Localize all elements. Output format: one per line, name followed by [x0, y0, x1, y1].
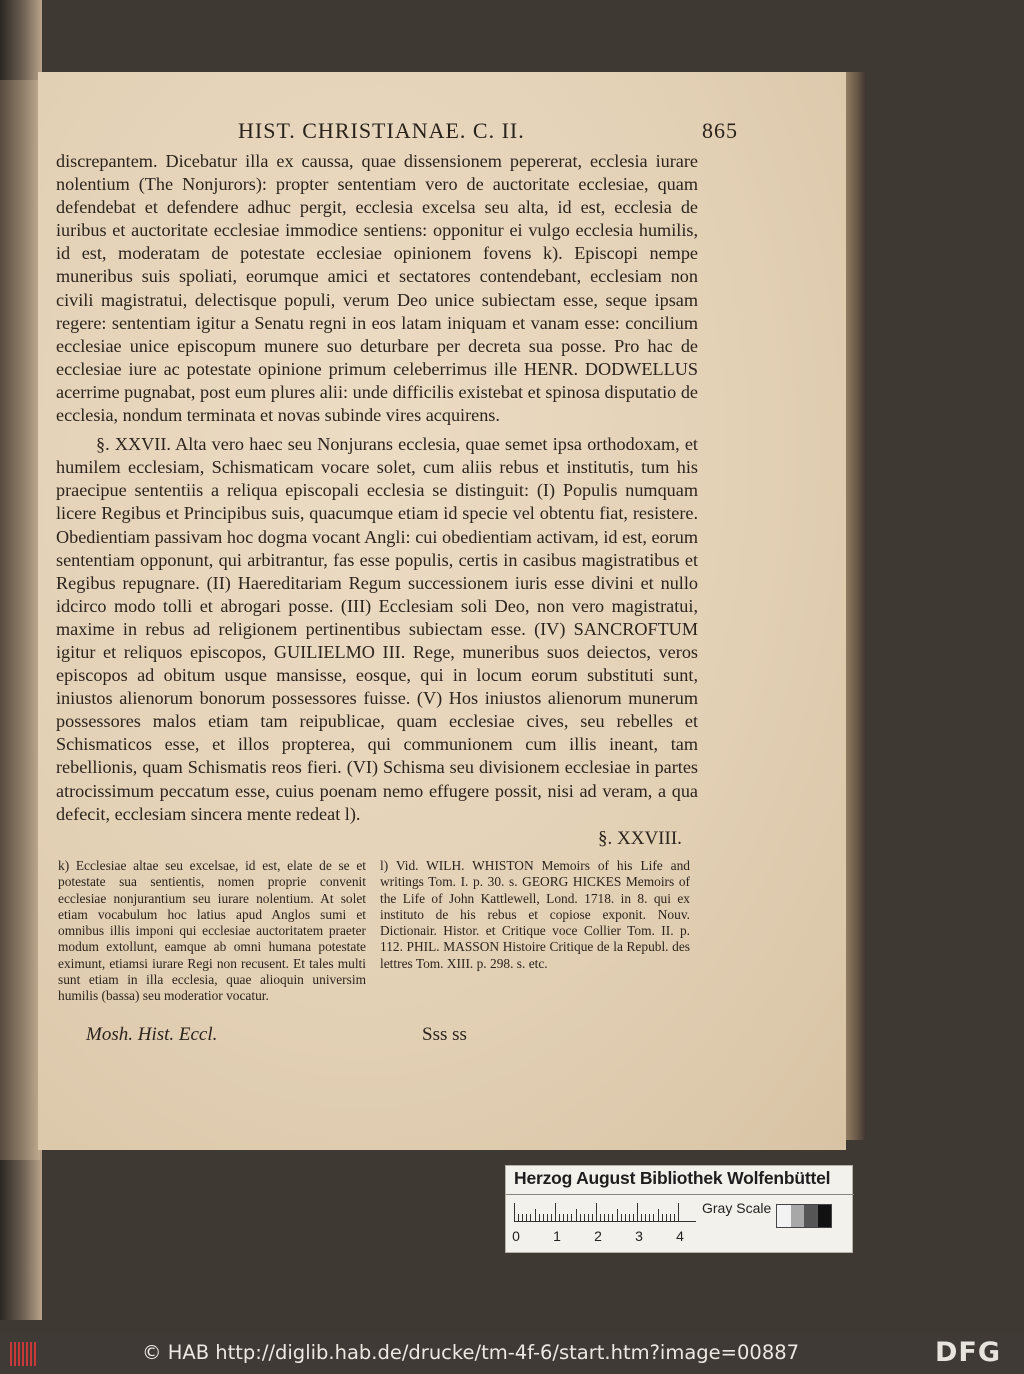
ruler-tick [563, 1214, 564, 1221]
ruler-tick [629, 1214, 630, 1221]
ruler-tick [588, 1214, 589, 1221]
ruler-tick [674, 1214, 675, 1221]
viewer-footer [0, 1334, 1024, 1374]
catchword: §. XXVIII. [598, 828, 682, 849]
ruler-tick [522, 1214, 523, 1221]
ruler-tick [653, 1214, 654, 1221]
ruler-tick [658, 1209, 659, 1221]
ruler-tick [543, 1214, 544, 1221]
gray-step [777, 1205, 791, 1227]
ruler-number: 1 [553, 1228, 561, 1244]
running-head-title: HIST. CHRISTIANAE. C. II. [238, 118, 525, 143]
page-number: 865 [702, 118, 738, 143]
ruler-tick [621, 1214, 622, 1221]
ruler-tick [625, 1214, 626, 1221]
ruler-tick [645, 1214, 646, 1221]
footnote-l: l) Vid. WILH. WHISTON Memoirs of his Life and writings Tom. I. p. 30. s. GEORG HICKES Memoirs of the Life of John Kattlewell, Lond. 1718. in 8. qui ex instituto de his rebus et copiose exponit. Nouv. Dictionair. Histor. et Critique voce Collier Tom. II. p. 112. PHIL. MASSON Histoire Critique de la Republ. des lettres Tom. XIII. p. 298. s. etc. [380, 858, 690, 971]
ruler-tick [576, 1209, 577, 1221]
ruler-tick [666, 1214, 667, 1221]
scale-ruler [514, 1204, 696, 1222]
ruler-tick [649, 1214, 650, 1221]
ruler-tick [555, 1203, 556, 1221]
book-page [38, 72, 846, 1150]
ruler-tick [530, 1214, 531, 1221]
ruler-tick [670, 1214, 671, 1221]
ruler-tick [662, 1214, 663, 1221]
ruler-number: 4 [676, 1228, 684, 1244]
color-scale-card [505, 1165, 853, 1253]
gray-step [804, 1205, 818, 1227]
ruler-tick [571, 1214, 572, 1221]
facing-page-edge [0, 80, 40, 1160]
ruler-tick [637, 1203, 638, 1221]
gray-step [791, 1205, 805, 1227]
ruler-tick [584, 1214, 585, 1221]
ruler-tick [518, 1214, 519, 1221]
ruler-tick [580, 1214, 581, 1221]
gray-step [818, 1205, 832, 1227]
ruler-tick [617, 1209, 618, 1221]
ruler-tick [612, 1214, 613, 1221]
ruler-tick [596, 1203, 597, 1221]
ruler-tick [678, 1203, 679, 1221]
ruler-tick [526, 1214, 527, 1221]
ruler-number: 2 [594, 1228, 602, 1244]
ruler-number: 3 [635, 1228, 643, 1244]
ruler-tick [600, 1214, 601, 1221]
signature-short-title: Mosh. Hist. Eccl. [86, 1024, 218, 1045]
gray-scale-label: Gray Scale [702, 1200, 772, 1216]
ruler-tick [567, 1214, 568, 1221]
hab-barcode-icon [10, 1342, 36, 1366]
main-text [56, 150, 698, 826]
library-name: Herzog August Bibliothek Wolfenbüttel [514, 1168, 831, 1188]
ruler-number: 0 [512, 1228, 520, 1244]
dfg-logo: DFG [935, 1337, 1002, 1368]
ruler-tick [514, 1203, 515, 1221]
signature-mark: Sss ss [422, 1024, 467, 1045]
footnote-k: k) Ecclesiae altae seu excelsae, id est, elate de se et potestate sua sentientis, nomen proprie convenit ecclesiae nonjurantium seu iurare nolentium. At solet etiam vocabulum hoc latius apud Anglos sumi et omnibus illis imponi qui ecclesiae auctoritatem praeter modum extollunt, eamque ab omni humana potestate eximunt, etiamsi iurare Regi non recusent. Et tales multi sunt etiam in illa ecclesia, quae alioquin universim humilis (bassa) seu moderatior vocatur. [58, 858, 366, 1004]
ruler-tick [592, 1214, 593, 1221]
copyright-url[interactable]: © HAB http://diglib.hab.de/drucke/tm-4f-6/start.htm?image=00887 [142, 1341, 800, 1364]
ruler-tick [604, 1214, 605, 1221]
ruler-tick [559, 1214, 560, 1221]
ruler-tick [608, 1214, 609, 1221]
ruler-tick [633, 1214, 634, 1221]
ruler-tick [551, 1214, 552, 1221]
card-divider [506, 1194, 854, 1195]
paragraph-2: §. XXVII. Alta vero haec seu Nonjurans ecclesia, quae semet ipsa orthodoxam, et humilem ecclesiam, Schismaticam vocare solet, cum aliis rebus et institutis, tum his praecipue sententiis a reliqua episcopali ecclesia se distinguit: (I) Populis numquam licere Regibus et Principibus suis, quacumque etiam id specie vel obtentu fiat, resistere. Obedientiam passivam hoc dogma vocant Angli: cui obedientiam activam, id est, eorum sententiam opponunt, qui arbitrantur, fas esse populis, certis in casibus magistratibus et Regibus repugnare. (II) Haereditariam Regum successionem iuris esse divini et nullo idcirco modo tolli et abrogari posse. (III) Ecclesiam soli Deo, non vero magistratui, maxime in rebus ad religionem pertinentibus subiectam esse. (IV) SANCROFTUM igitur et reliquos episcopos, GUILIELMO III. Rege, muneribus suos deiectos, veros episcopos ad obitum usque mansisse, eosque, qui in locum eorum substituti sunt, iniustos alienorum bonorum possessores fuisse. (V) Hos iniustos alienorum munerum possessores malos etiam tam reipublicae, quam ecclesiae cives, seu rebelles et Schismaticos esse, et illos propterea, qui communionem cum illis ineant, tam rebellionis, quam Schismatis reos fieri. (VI) Schisma seu divisionem ecclesiae in partes atrocissimum peccatum esse, cuius poenam nemo effugere possit, nisi ad veram, a qua defecit, ecclesiam sincera mente redeat l). [56, 434, 698, 824]
ruler-tick [641, 1214, 642, 1221]
paragraph-1: discrepantem. Dicebatur illa ex caussa, quae dissensionem pepererat, ecclesia iurare nolentium (The Nonjurors): propter sententiam vero de auctoritate ecclesiae, quam defendebat et defendere adhuc pergit, ecclesia excelsa seu alta, id est, ecclesia de iuribus et auctoritate ecclesiae immodice sentiens: opponitur ei vulgo ecclesia humilis, id est, moderatam de potestate ecclesiae opinionem fovens k). Episcopi nempe muneribus suis spoliati, eorumque amici et sectatores contendebant, ecclesiam non civili magistratui, delectisque populi, verum Deo unice subiectam esse, seque ipsam regere: sententiam igitur a Senatu regni in eos latam iniquam et vanam esse: concilium ecclesiae unice episcopum munere suo deturbare per decreta sua posse. Pro hac de ecclesiae iure ac potestate opinione primum celeberrimus ille HENR. DODWELLUS acerrime pugnabat, post eum plures alii: unde difficilis existebat et spinosa disputatio de ecclesia, nondum terminata et novas subinde vires acquirens. [56, 151, 698, 426]
ruler-tick [535, 1209, 536, 1221]
gray-scale-swatch [776, 1204, 832, 1228]
ruler-tick [547, 1214, 548, 1221]
ruler-tick [539, 1214, 540, 1221]
